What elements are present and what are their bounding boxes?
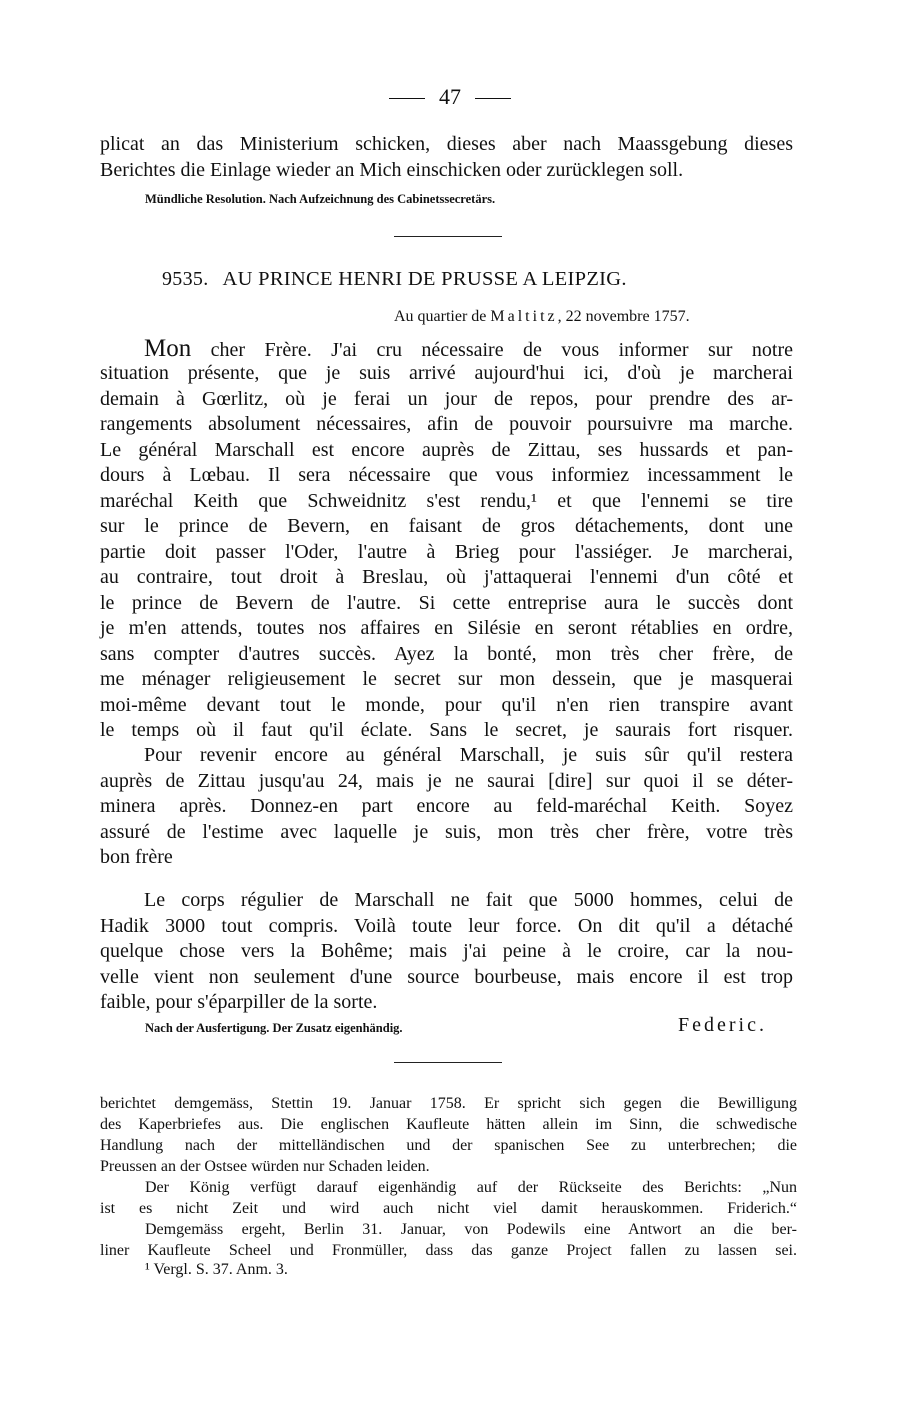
footnote-line: Handlung nach der mittelländischen und der spanischen See zu unterbrechen; die [100,1137,797,1154]
text-line: le temps où il faut qu'il éclate. Sans le secret, je saurais fort risquer. [100,719,793,741]
text-line: sur le prince de Bevern, en faisant de gros détachements, dont une [100,515,793,537]
text-line: Berichtes die Einlage wieder an Mich einschicken oder zurücklegen soll. [100,159,684,181]
footnote-line: Der König verfügt darauf eigenhändig auf der Rückseite des Berichts: „Nun [145,1179,797,1196]
section-divider [394,236,502,237]
page-number: 47 [0,84,900,110]
letter-heading [162,268,627,291]
text-line: Hadik 3000 tout compris. Voilà toute leur force. On dit qu'il a détaché [100,914,793,937]
text-line: moi-même devant tout le monde, pour qu'il n'en rien transpire avant [100,693,793,716]
text-line: plicat an das Ministerium schicken, dieses aber nach Maassgebung dieses [100,133,793,155]
text-line: bon frère [100,846,173,868]
text-line: auprès de Zittau jusqu'au 24, mais je ne saurai [dire] sur quoi il se déter- [100,769,793,792]
text-line: situation présente, que je suis arrivé aujourd'hui ici, d'où je marcherai [100,362,793,384]
text-line: quelque chose vers la Bohême; mais j'ai peine à le croire, car la nou- [100,940,793,962]
footnote-line: Demgemäss ergeht, Berlin 31. Januar, von Podewils eine Antwort an die ber- [145,1221,797,1238]
footnote-line: liner Kaufleute Scheel und Fronmüller, dass das ganze Project fallen zu lassen sei. [100,1242,797,1259]
salutation: Mon [144,335,192,362]
letter-number: 9535. [162,268,209,290]
text-line: je m'en attends, toutes nos affaires en Silésie en seront rétablies en ordre, [100,617,793,639]
text-line: partie doit passer l'Oder, l'autre à Brieg pour l'assiéger. Je marcherai, [100,540,793,563]
footnote-line: des Kaperbriefes aus. Die englischen Kaufleute hätten allein im Sinn, die schwedische [100,1116,797,1133]
text-line: Le corps régulier de Marschall ne fait que 5000 hommes, celui de [144,889,793,911]
text-line: minera après. Donnez-en part encore au feld-maréchal Keith. Soyez [100,795,793,817]
footnote-line: Preussen an der Ostsee würden nur Schaden leiden. [100,1158,430,1175]
paragraph-first-line: Mon cher Frère. J'ai cru nécessaire de vous informer sur notre [144,335,793,362]
footnote-reference: ¹ Vergl. S. 37. Anm. 3. [145,1261,288,1278]
text-line: dours à Lœbau. Il sera nécessaire que vous informiez incessamment le [100,464,793,486]
text-line: demain à Gœrlitz, où je ferai un jour de repos, pour prendre des ar- [100,387,793,410]
text-line: au contraire, tout droit à Breslau, où j'attaquerai l'ennemi d'un côté et [100,566,793,588]
source-note: Nach der Ausfertigung. Der Zusatz eigenhändig. [145,1021,403,1035]
signature: Federic. [678,1014,767,1036]
footnote-line: berichtet demgemäss, Stettin 19. Januar 1758. Er spricht sich gegen die Bewilligung [100,1095,797,1112]
text-line: velle vient non seulement d'une source bourbeuse, mais encore il est trop [100,965,793,988]
footnote-line: ist es nicht Zeit und wird auch nicht viel damit herauskommen. Friderich.“ [100,1200,797,1217]
text-line: assuré de l'estime avec laquelle je suis, mon très cher frère, votre très [100,820,793,843]
dash-right [475,98,511,99]
dateline-place: Maltitz [490,308,558,325]
text-line: Pour revenir encore au général Marschall, je suis sûr qu'il restera [144,744,793,766]
top-note: Mündliche Resolution. Nach Aufzeichnung des Cabinetssecretärs. [145,192,496,206]
footnote-divider [394,1062,502,1063]
letter-title: AU PRINCE HENRI DE PRUSSE A LEIPZIG. [222,268,627,290]
text-line: maréchal Keith que Schweidnitz s'est rendu,¹ et que l'ennemi se tire [100,489,793,512]
text-line: Le général Marschall est encore auprès de Zittau, ses hussards et pan- [100,438,793,461]
text-line: le prince de Bevern de l'autre. Si cette entreprise aura le succès dont [100,591,793,614]
dash-left [389,98,425,99]
text-line: faible, pour s'éparpiller de la sorte. [100,991,378,1013]
dateline: Au quartier de Maltitz, 22 novembre 1757. [394,308,690,325]
text-line: rangements absolument nécessaires, afin de pouvoir poursuivre ma marche. [100,413,793,435]
text-line: sans compter d'autres succès. Ayez la bonté, mon très cher frère, de [100,642,793,665]
text-line: me ménager religieusement le secret sur mon dessein, que je masquerai [100,668,793,690]
